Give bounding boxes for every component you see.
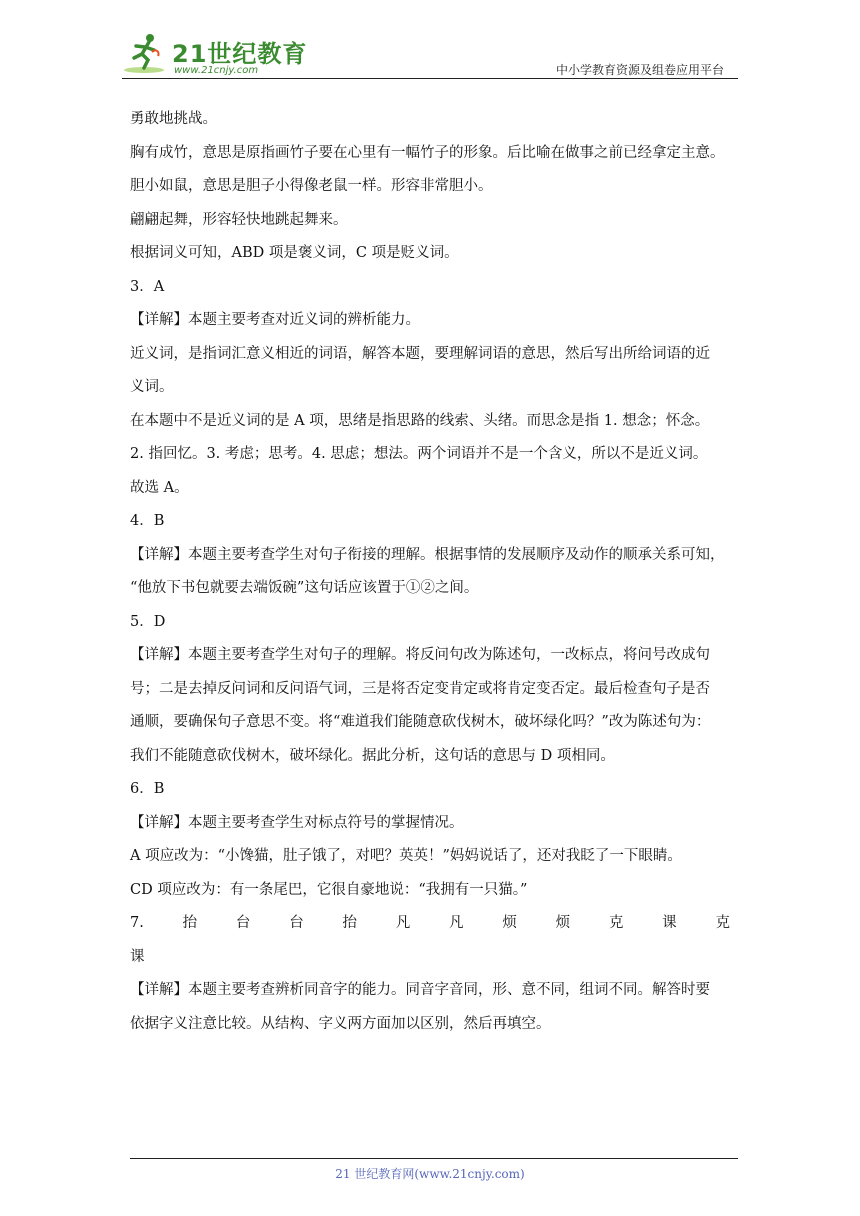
answer-7-chars (130, 907, 730, 941)
answer-char: 课 (662, 915, 677, 931)
answer-number: 3．A (130, 278, 165, 295)
answer-number: 7. (130, 915, 144, 931)
answer-char: 凡 (449, 915, 464, 931)
runner-logo-icon (122, 30, 168, 76)
answer-char: 凡 (395, 915, 411, 931)
answer-number: 4．B (130, 513, 165, 529)
text-line: 义词。 (130, 379, 174, 395)
answer-7-wrap: 课 (130, 948, 145, 965)
header-divider (122, 78, 738, 79)
answer-char: 烦 (502, 915, 517, 931)
logo-url: www.21cnjy.com (174, 65, 259, 76)
answer-number: 5．D (130, 613, 166, 630)
text-line: 勇敢地挑战。 (130, 111, 217, 127)
text-line: 翩翩起舞，形容轻快地跳起舞来。 (130, 211, 348, 228)
text-line: 近义词，是指词汇意义相近的词语，解答本题，要理解词语的意思，然后写出所给词语的近 (130, 345, 710, 362)
answer-char: 克 (715, 915, 730, 931)
text-line: 胸有成竹，意思是原指画竹子要在心里有一幅竹子的形象。后比喻在做事之前已经拿定主意。 (130, 144, 725, 161)
text-line: “他放下书包就要去端饭碗”这句话应该置于①②之间。 (130, 580, 479, 596)
answer-number: 6．B (130, 781, 165, 797)
text-line: 依据字义注意比较。从结构、字义两方面加以区别，然后再填空。 (130, 1015, 551, 1032)
explanation-line: 【详解】本题主要考查辨析同音字的能力。同音字音同，形、意不同，组词不同。解答时要 (130, 982, 710, 998)
text-line: 胆小如鼠，意思是胆子小得像老鼠一样。形容非常胆小。 (130, 178, 493, 194)
site-logo[interactable] (122, 30, 308, 80)
text-line: 号；二是去掉反问词和反问语气词，三是将否定变肯定或将肯定变否定。最后检查句子是否 (130, 680, 710, 697)
text-line: 在本题中不是近义词的是 A 项，思绪是指思路的线索、头绪。而思念是指 1. 想念；怀念。 (130, 412, 710, 429)
text-line: 通顺，要确保句子意思不变。将“难道我们能随意砍伐树木，破坏绿化吗？”改为陈述句为： (130, 714, 711, 730)
explanation-line: 【详解】本题主要考查学生对句子衔接的理解。根据事情的发展顺序及动作的顺承关系可知， (130, 546, 725, 563)
answer-char: 抬 (342, 915, 357, 931)
text-line: A 项应改为：“小馋猫，肚子饿了，对吧？英英！”妈妈说话了，还对我眨了一下眼睛。 (130, 848, 682, 864)
text-line: CD 项应改为：有一条尾巴，它很自豪地说：“我拥有一只猫。” (130, 881, 528, 898)
explanation-line: 【详解】本题主要考查学生对标点符号的掌握情况。 (130, 814, 464, 831)
platform-name: 中小学教育资源及组卷应用平台 (555, 63, 724, 77)
footer-link[interactable]: 21 世纪教育网(www.21cnjy.com) (335, 1167, 525, 1181)
text-line: 故选 A。 (130, 479, 189, 496)
answer-char: 抬 (182, 915, 198, 931)
answer-char: 台 (289, 915, 304, 931)
logo-text: 21世纪教育 (172, 40, 308, 68)
footer-divider (130, 1158, 738, 1159)
text-line: 我们不能随意砍伐树木，破坏绿化。据此分析，这句话的意思与 D 项相同。 (130, 747, 615, 764)
explanation-line: 【详解】本题主要考查对近义词的辨析能力。 (130, 312, 420, 328)
answer-char: 台 (235, 915, 251, 931)
explanation-line: 【详解】本题主要考查学生对句子的理解。将反问句改为陈述句，一改标点，将问号改成句 (130, 647, 710, 663)
text-line: 根据词义可知，ABD 项是褒义词，C 项是贬义词。 (130, 245, 459, 261)
page-header (0, 0, 860, 90)
answer-char: 烦 (555, 915, 571, 931)
answer-content (130, 103, 740, 1041)
answer-char: 克 (608, 915, 624, 931)
text-line: 2. 指回忆。3. 考虑；思考。4. 思虑；想法。两个词语并不是一个含义，所以不是近义词。 (130, 446, 708, 462)
